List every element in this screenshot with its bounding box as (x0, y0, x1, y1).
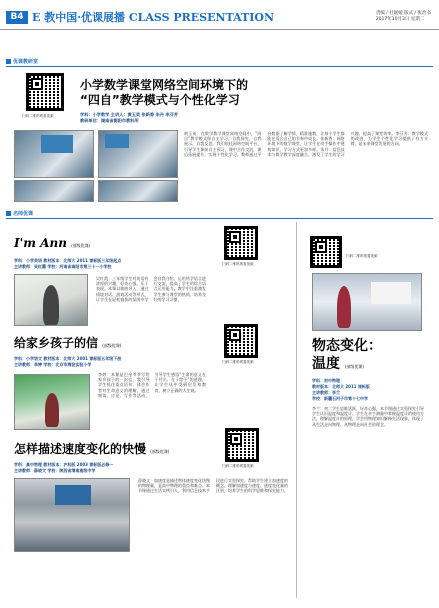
issue-date: 2017年10月3日 星期二 (375, 17, 425, 23)
lesson2-meta-school: 主讲教师：李婷 学校：北京市海淀实验小学 (14, 362, 92, 367)
lesson1-title (14, 236, 90, 251)
qr-code-lesson2[interactable] (224, 324, 258, 358)
lesson1-meta-school: 主讲教师：吴红霞 学校：河南省南阳市第三十一小学校 (14, 264, 112, 269)
lesson1-title-text: I'm Ann (14, 236, 67, 250)
main-meta: 学科：小学数学 主讲人：黄玉英 张新香 朱丹 李芬芳 (80, 112, 178, 117)
column-divider (296, 222, 297, 598)
qr-caption: 扫码二维码观看视频 (22, 114, 54, 118)
lesson4-photo (312, 273, 422, 331)
lesson1-meta: 学科：小学英语 教材版本：北师大 2011 课标版三年级起点 (14, 258, 122, 263)
lesson4-tag: (部级优课) (344, 363, 364, 369)
lesson4-meta-subject: 学科：初中物理 (312, 378, 340, 383)
qr-code-main[interactable] (26, 73, 64, 111)
qr-code-lesson3[interactable] (225, 428, 259, 462)
lesson3-body: 薛晓文：加速度是描述物体速度变化快慢的物理量，是高中物理的重点和难点。本节课通过生活实例引入，利用信息技术手段进行实验探究，帮助学生建立加速度的概念，理解加速度与速度、速度变化量的区别，培养学生的科学思维和探究能力。 (138, 478, 288, 494)
lesson3-meta: 学科：高中物理 教材版本：沪科版 2003 课标版必修一 (14, 462, 114, 467)
lesson3-photo (14, 478, 130, 552)
qr-code-lesson4[interactable] (310, 236, 342, 268)
lesson3-title-text: 怎样描述速度变化的快慢 (14, 442, 147, 456)
page-header (0, 0, 439, 30)
classroom-photo-bottom-left (14, 180, 94, 202)
qr-code-lesson1[interactable] (224, 226, 258, 260)
main-body-text: 黄玉英：在数学教学课堂网络空间中，“四自”教学模式即自主学习、自我探究、自我展示、自我反思。我们依托网络空间平台，引导学生课前自主预习，课中合作交流，课后拓展提升，实现个性化学习。教师通过平台数据了解学情，精准施教，让每个学生都能在适合自己的节奏中成长。张新香：网络环境下的数学课堂，让学生在动手操作中建构知识，学习方式更加多样。朱丹：信息技术与数学教学深度融合，激发了学生的学习兴趣，提高了课堂效率。李芬芳：教学模式的改进，为学生个性化学习提供了有力支撑，是未来课堂发展的方向。 (184, 131, 428, 157)
lesson4-meta-edition: 教材版本：北师大 2011 课标版 (312, 384, 370, 389)
lesson4-body: 李兰：初二学生思维活跃，好奇心强，本节课通过实验探究引导学生认识温度和温度计。学生在亲手测量中掌握温度计的使用方法，理解温度计的原理，学会用物理知识解释生活现象，体现了从生活走向物理、从物理走向社会的理念。 (312, 406, 424, 427)
lesson3-tag: (部级优课) (150, 449, 170, 454)
square-icon (6, 211, 11, 216)
lesson1-body: 吴红霞：三年级学生对英语有浓厚的兴趣，好奇心强，乐于表现。本课以歌曲导入，通过情境对话、游戏活动等形式，让学生在轻松愉快的氛围中学会自我介绍，运用所学语言进行交流，提高了学生的综合语言运用能力。教学中注重激发学生参与课堂的热情，培养良好的学习习惯。 (96, 276, 206, 302)
lesson2-body: 李婷：本课是巴金爷爷写给家乡孩子的一封信，我引导学生抓住重点语句，体会作者对生命意义的理解。通过朗读、讨论、写作等活动，引导学生感悟“生命的意义在于付出，在于给予”的道理，让学生从中受到启发和教育，树立正确的人生观。 (98, 372, 206, 398)
section-bar-lessons (6, 210, 433, 219)
section-label: 优课教研室 (13, 59, 39, 65)
lesson4-meta-school: 学校：新疆石河子市第十七中学 (312, 396, 368, 401)
classroom-photo-students (98, 130, 178, 178)
classroom-photo-bottom-right (98, 180, 178, 202)
lesson3-meta-school: 主讲教师：薛晓文 学校：陕西省渭南高级中学 (14, 468, 96, 473)
lesson2-photo (14, 374, 90, 430)
square-icon (6, 59, 11, 64)
classroom-photo-main (14, 130, 94, 178)
lesson4-title-line1: 物态变化： (312, 338, 382, 354)
section-label: 名师优课 (13, 211, 34, 217)
lesson2-title-text: 给家乡孩子的信 (14, 336, 99, 350)
lesson1-photo (14, 274, 88, 326)
lesson2-tag: (部级优课) (102, 343, 122, 348)
main-title (80, 78, 248, 108)
page-number: B4 (6, 11, 28, 24)
editor-info: 责编 / 杜媛媛 版式 / 张治书 (375, 11, 431, 16)
qr-caption-lesson2: 扫码二维码观看视频 (222, 360, 254, 364)
lesson3-title (14, 442, 169, 457)
lesson1-tag: (部级优课) (71, 243, 91, 248)
lesson4-title-line2: 温度 (部级优课) (312, 355, 364, 372)
lesson4-meta-teacher: 主讲教师：李兰 (312, 390, 340, 395)
lesson2-title (14, 336, 121, 351)
qr-caption-lesson1: 扫码二维码观看视频 (222, 262, 254, 266)
qr-caption-lesson3: 扫码二维码观看视频 (222, 464, 254, 468)
main-title-line1: 小学数学课堂网络空间环境下的 (80, 78, 249, 92)
header-info (376, 11, 431, 24)
section-bar-research (6, 58, 433, 67)
main-title-line2: “四自”教学模式与个性化学习 (80, 93, 240, 107)
section-title: E 教中国·优课展播 CLASS PRESENTATION (32, 11, 275, 24)
lesson2-meta: 学科：小学语文 教材版本：北师大 2001 课标版五年级下册 (14, 356, 122, 361)
qr-caption-lesson4: 扫码二维码观看视频 (346, 254, 378, 258)
lesson4-title (312, 338, 382, 373)
main-meta-unit: 教研单位：湖南省衡阳市教科所 (80, 118, 139, 123)
